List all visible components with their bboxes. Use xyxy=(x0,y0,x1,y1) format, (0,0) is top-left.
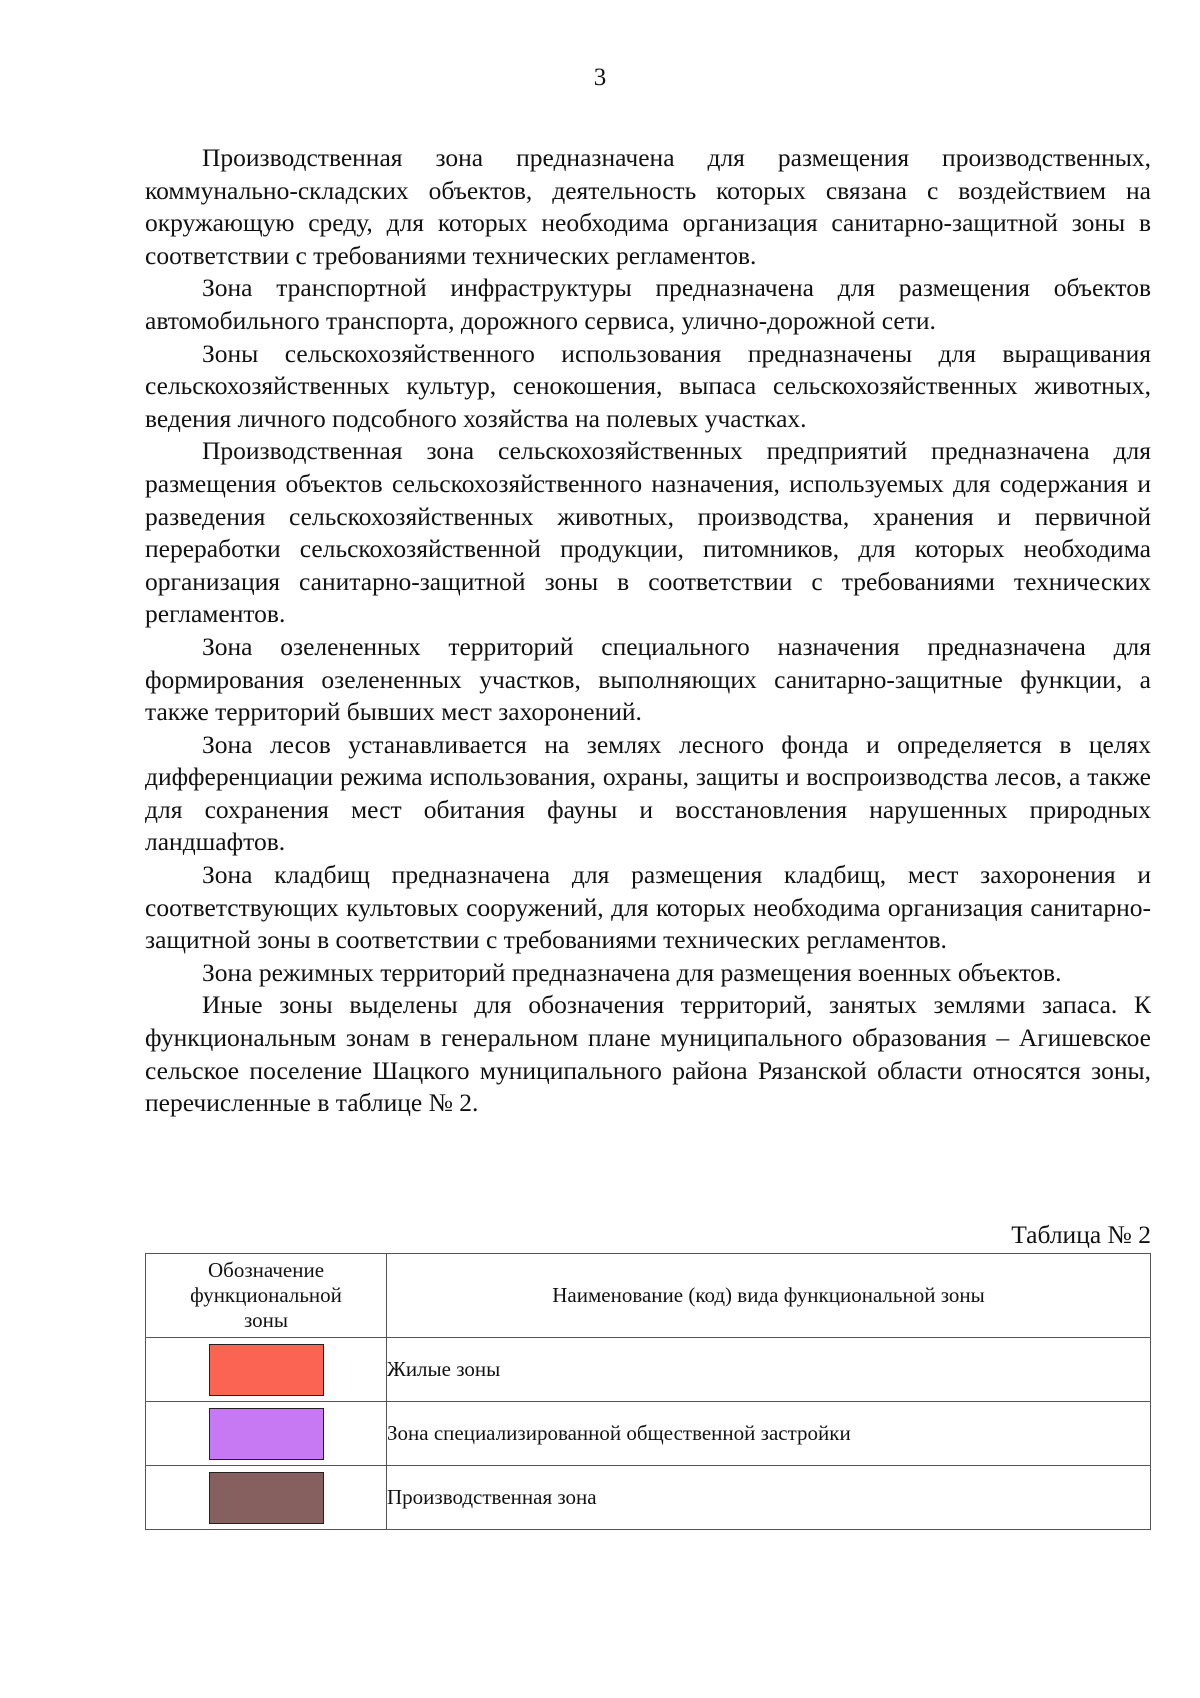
page-number: 3 xyxy=(593,64,607,91)
header-designation-line2: функциональной xyxy=(190,1283,342,1307)
color-swatch xyxy=(209,1408,324,1460)
body-text xyxy=(145,142,1151,1120)
zone-name: Зона специализированной общественной застройки xyxy=(387,1402,1151,1466)
paragraph-regime-zone: Зона режимных территорий предназначена для размещения военных объектов. xyxy=(202,957,1062,987)
paragraph-transport-zone: Зона транспортной инфраструктуры предназначена для размещения объектов автомобильного транспорта, дорожного сервиса, улично-дорожной сети. xyxy=(145,273,1151,335)
table-row xyxy=(146,1338,1151,1402)
zone-name: Производственная зона xyxy=(387,1466,1151,1530)
header-designation-line1: Обозначение xyxy=(207,1258,325,1282)
paragraph-cemetery-zone: Зона кладбищ предназначена для размещения кладбищ, мест захоронения и соответствующих культовых сооружений, для которых необходима организация санитарно-защитной зоны в соответствии с требованиями технических регламентов. xyxy=(145,860,1151,955)
paragraph-forest-zone: Зона лесов устанавливается на землях лесного фонда и определяется в целях дифференциации режима использования, охраны, защиты и воспроизводства лесов, а также для сохранения мест обитания фауны и восстановления нарушенных природных ландшафтов. xyxy=(145,729,1151,857)
header-zone-name: Наименование (код) вида функциональной зоны xyxy=(387,1254,1151,1338)
table-caption: Таблица № 2 xyxy=(1011,1220,1151,1249)
paragraph-agricultural-industrial-zone: Производственная зона сельскохозяйственных предприятий предназначена для размещения объектов сельскохозяйственного назначения, используемых для содержания и разведения сельскохозяйственных животных, производства, хранения и первичной переработки сельскохозяйственной продукции, питомников, для которых необходима организация санитарно-защитной зоны в соответствии с требованиями технических регламентов. xyxy=(145,436,1151,629)
zones-table xyxy=(145,1253,1151,1530)
color-swatch xyxy=(209,1472,324,1524)
table-row xyxy=(146,1402,1151,1466)
table-header-row xyxy=(146,1254,1151,1338)
paragraph-other-zones: Иные зоны выделены для обозначения территорий, занятых землями запаса. К функциональным зонам в генеральном плане муниципального образования – Агишевское сельское поселение Шацкого муниципального района Рязанской области относятся зоны, перечисленные в таблице № 2. xyxy=(145,990,1151,1118)
color-swatch xyxy=(209,1344,324,1396)
paragraph-green-zone: Зона озелененных территорий специального назначения предназначена для формирования озелененных участков, выполняющих санитарно-защитные функции, а также территорий бывших мест захоронений. xyxy=(145,631,1151,727)
header-designation-line3: зоны xyxy=(243,1308,289,1332)
paragraph-agricultural-zone: Зоны сельскохозяйственного использования предназначены для выращивания сельскохозяйственных культур, сенокошения, выпаса сельскохозяйственных животных, ведения личного подсобного хозяйства на полевых участках. xyxy=(145,338,1151,433)
zone-name: Жилые зоны xyxy=(387,1338,1151,1402)
table-row xyxy=(146,1466,1151,1530)
paragraph-industrial-zone: Производственная зона предназначена для размещения производственных, коммунально-складских объектов, деятельность которых связана с воздействием на окружающую среду, для которых необходима организация санитарно-защитной зоны в соответствии с требованиями технических регламентов. xyxy=(145,143,1151,270)
header-designation xyxy=(146,1254,387,1338)
